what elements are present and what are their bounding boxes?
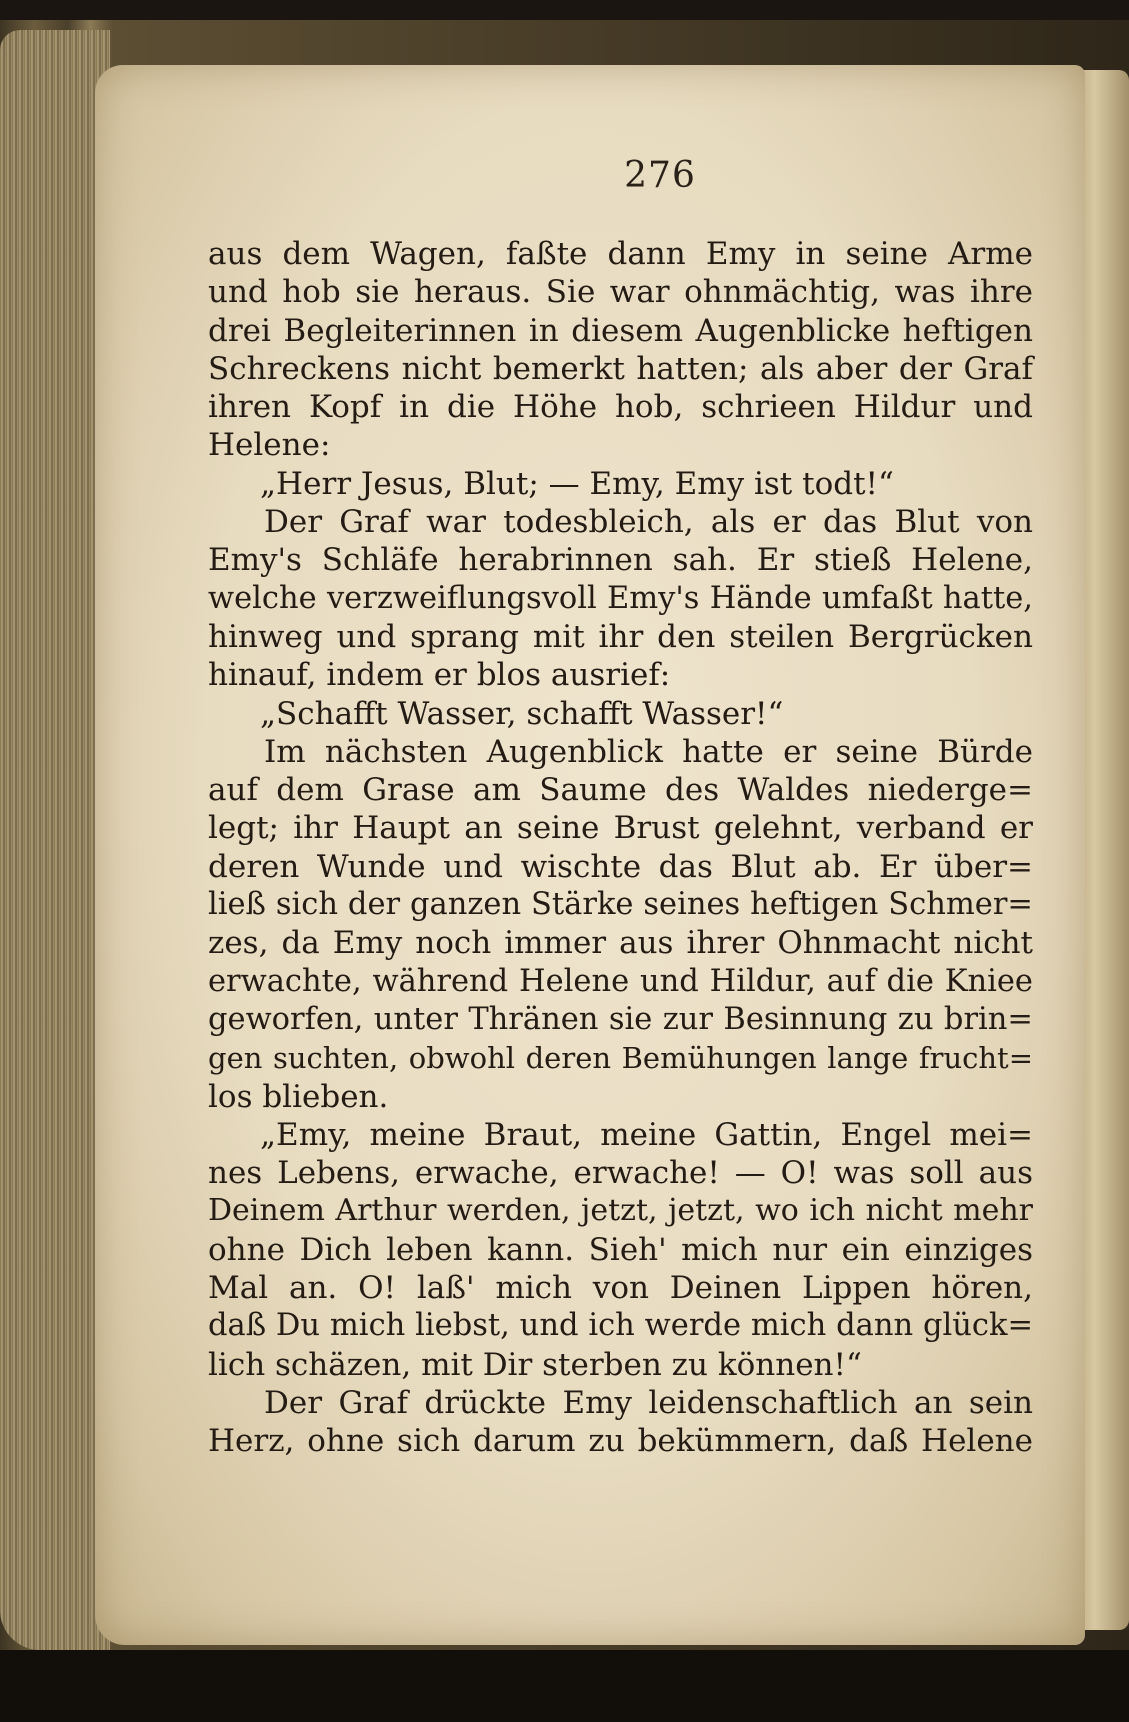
text-line: Mal an. O! laß' mich von Deinen Lippen hören, [208, 1270, 1033, 1307]
text-line: los blieben. [208, 1078, 389, 1115]
text-line: erwachte, während Helene und Hildur, auf die Kniee [208, 963, 1033, 999]
text-line: ließ sich der ganzen Stärke seines heftigen Schmer= [208, 887, 1033, 923]
page-body-text [208, 235, 1033, 1461]
text-line: aus dem Wagen, faßte dann Emy in seine Arme [208, 236, 1033, 272]
page-edges [0, 30, 110, 1650]
text-line: hinweg und sprang mit ihr den steilen Bergrücken [208, 618, 1033, 655]
text-line: und hob sie heraus. Sie war ohnmächtig, was ihre [208, 274, 1033, 311]
text-line: „Emy, meine Braut, meine Gattin, Engel mei= [260, 1116, 1033, 1153]
text-line: deren Wunde und wischte das Blut ab. Er über= [208, 848, 1033, 885]
text-line: Deinem Arthur werden, jetzt, jetzt, wo ich nicht mehr [208, 1193, 1033, 1229]
text-line: „Schafft Wasser, schafft Wasser!“ [260, 695, 784, 732]
text-line: lich schäzen, mit Dir sterben zu können!“ [208, 1346, 862, 1383]
text-line: gen suchten, obwohl deren Bemühungen lange frucht= [208, 1041, 1033, 1076]
page-number: 276 [624, 155, 696, 196]
text-line: ihren Kopf in die Höhe hob, schrieen Hildur und [208, 389, 1033, 426]
text-line: „Herr Jesus, Blut; — Emy, Emy ist todt!“ [260, 465, 894, 502]
text-line: drei Begleiterinnen in diesem Augenblicke heftigen [208, 312, 1033, 349]
text-line: Im nächsten Augenblick hatte er seine Bürde [264, 733, 1033, 770]
text-line: Schreckens nicht bemerkt hatten; als aber der Graf [208, 350, 1033, 387]
text-line: auf dem Grase am Saume des Waldes niederge= [208, 772, 1033, 809]
text-line: nes Lebens, erwache, erwache! — O! was soll aus [208, 1155, 1033, 1192]
text-line: hinauf, indem er blos ausrief: [208, 657, 671, 694]
text-line: Der Graf war todesbleich, als er das Blut von [264, 504, 1033, 541]
bottom-shadow [0, 1650, 1129, 1722]
text-line: Emy's Schläfe herabrinnen sah. Er stieß Helene, [208, 542, 1033, 579]
text-line: ohne Dich leben kann. Sieh' mich nur ein einziges [208, 1231, 1033, 1268]
text-line: geworfen, unter Thränen sie zur Besinnung zu brin= [208, 1001, 1033, 1037]
text-line: Der Graf drückte Emy leidenschaftlich an sein [264, 1384, 1033, 1421]
text-line: legt; ihr Haupt an seine Brust gelehnt, verband er [208, 810, 1033, 847]
text-line: zes, da Emy noch immer aus ihrer Ohnmacht nicht [208, 925, 1033, 962]
text-line: welche verzweiflungsvoll Emy's Hände umfaßt hatte, [208, 580, 1033, 616]
text-line: Helene: [208, 427, 331, 464]
text-line: daß Du mich liebst, und ich werde mich dann glück= [208, 1308, 1033, 1344]
text-line: Herz, ohne sich darum zu bekümmern, daß Helene [208, 1423, 1033, 1460]
